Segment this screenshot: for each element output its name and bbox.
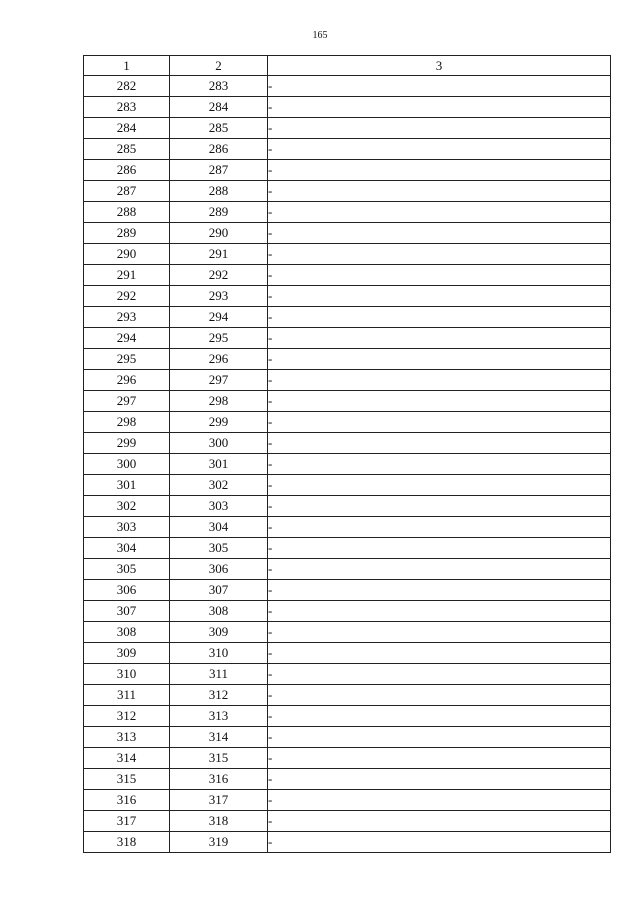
table-row bbox=[84, 244, 611, 265]
table-cell-col-2: 303 bbox=[170, 496, 268, 517]
table-cell-col-3: - bbox=[268, 832, 611, 853]
table-cell-col-3: - bbox=[268, 748, 611, 769]
table-row bbox=[84, 664, 611, 685]
table-cell-col-3: - bbox=[268, 160, 611, 181]
table-cell-col-3: - bbox=[268, 181, 611, 202]
table-cell-col-3: - bbox=[268, 475, 611, 496]
table-row bbox=[84, 139, 611, 160]
table-row bbox=[84, 97, 611, 118]
table-cell-col-2: 309 bbox=[170, 622, 268, 643]
table-row bbox=[84, 748, 611, 769]
table-cell-col-1: 309 bbox=[84, 643, 170, 664]
table-row bbox=[84, 832, 611, 853]
table-cell-col-1: 294 bbox=[84, 328, 170, 349]
table-cell-col-1: 284 bbox=[84, 118, 170, 139]
table-cell-col-2: 293 bbox=[170, 286, 268, 307]
table-cell-col-2: 308 bbox=[170, 601, 268, 622]
table-row bbox=[84, 622, 611, 643]
table-cell-col-3: - bbox=[268, 328, 611, 349]
table-row bbox=[84, 580, 611, 601]
table-cell-col-3: - bbox=[268, 580, 611, 601]
table-cell-col-1: 318 bbox=[84, 832, 170, 853]
table-cell-col-3: - bbox=[268, 559, 611, 580]
table-row bbox=[84, 265, 611, 286]
table-cell-col-2: 304 bbox=[170, 517, 268, 538]
table-cell-col-2: 301 bbox=[170, 454, 268, 475]
table-cell-col-2: 311 bbox=[170, 664, 268, 685]
table-cell-col-1: 316 bbox=[84, 790, 170, 811]
table-cell-col-3: - bbox=[268, 202, 611, 223]
table-cell-col-2: 307 bbox=[170, 580, 268, 601]
data-table bbox=[83, 55, 611, 853]
table-row bbox=[84, 349, 611, 370]
table-cell-col-1: 313 bbox=[84, 727, 170, 748]
table-cell-col-2: 290 bbox=[170, 223, 268, 244]
table-cell-col-3: - bbox=[268, 307, 611, 328]
table-cell-col-2: 284 bbox=[170, 97, 268, 118]
table-cell-col-1: 304 bbox=[84, 538, 170, 559]
table-cell-col-3: - bbox=[268, 370, 611, 391]
table-cell-col-3: - bbox=[268, 790, 611, 811]
table-cell-col-3: - bbox=[268, 76, 611, 97]
table-cell-col-1: 314 bbox=[84, 748, 170, 769]
table-cell-col-2: 319 bbox=[170, 832, 268, 853]
table-cell-col-3: - bbox=[268, 769, 611, 790]
table-cell-col-3: - bbox=[268, 118, 611, 139]
table-cell-col-1: 297 bbox=[84, 391, 170, 412]
table-cell-col-2: 299 bbox=[170, 412, 268, 433]
table-cell-col-1: 307 bbox=[84, 601, 170, 622]
table-row bbox=[84, 769, 611, 790]
table-cell-col-2: 317 bbox=[170, 790, 268, 811]
table-row bbox=[84, 475, 611, 496]
table-row bbox=[84, 643, 611, 664]
table-cell-col-2: 288 bbox=[170, 181, 268, 202]
table-row bbox=[84, 727, 611, 748]
table-cell-col-2: 310 bbox=[170, 643, 268, 664]
table-header bbox=[84, 56, 611, 76]
table-cell-col-1: 317 bbox=[84, 811, 170, 832]
table-row bbox=[84, 433, 611, 454]
table-cell-col-2: 318 bbox=[170, 811, 268, 832]
table-cell-col-2: 300 bbox=[170, 433, 268, 454]
table-cell-col-3: - bbox=[268, 538, 611, 559]
table-cell-col-2: 287 bbox=[170, 160, 268, 181]
table-cell-col-1: 287 bbox=[84, 181, 170, 202]
table-cell-col-1: 311 bbox=[84, 685, 170, 706]
table-cell-col-3: - bbox=[268, 223, 611, 244]
table-row bbox=[84, 328, 611, 349]
table-row bbox=[84, 538, 611, 559]
column-header-3: 3 bbox=[268, 56, 611, 76]
table-cell-col-3: - bbox=[268, 601, 611, 622]
table-row bbox=[84, 118, 611, 139]
table-cell-col-2: 297 bbox=[170, 370, 268, 391]
table-cell-col-1: 299 bbox=[84, 433, 170, 454]
table-cell-col-1: 301 bbox=[84, 475, 170, 496]
table-cell-col-3: - bbox=[268, 286, 611, 307]
table-cell-col-3: - bbox=[268, 244, 611, 265]
table-cell-col-2: 294 bbox=[170, 307, 268, 328]
table-cell-col-3: - bbox=[268, 811, 611, 832]
table-cell-col-1: 295 bbox=[84, 349, 170, 370]
table-row bbox=[84, 286, 611, 307]
column-header-1: 1 bbox=[84, 56, 170, 76]
table-cell-col-3: - bbox=[268, 349, 611, 370]
table-cell-col-1: 306 bbox=[84, 580, 170, 601]
table-cell-col-3: - bbox=[268, 643, 611, 664]
column-header-2: 2 bbox=[170, 56, 268, 76]
table-cell-col-3: - bbox=[268, 412, 611, 433]
table-cell-col-1: 285 bbox=[84, 139, 170, 160]
table-cell-col-1: 282 bbox=[84, 76, 170, 97]
table-cell-col-1: 303 bbox=[84, 517, 170, 538]
table-cell-col-1: 305 bbox=[84, 559, 170, 580]
table-cell-col-3: - bbox=[268, 622, 611, 643]
table-row bbox=[84, 790, 611, 811]
table-cell-col-1: 292 bbox=[84, 286, 170, 307]
table-cell-col-1: 296 bbox=[84, 370, 170, 391]
table-row bbox=[84, 559, 611, 580]
table-cell-col-1: 315 bbox=[84, 769, 170, 790]
table-cell-col-1: 298 bbox=[84, 412, 170, 433]
table-row bbox=[84, 685, 611, 706]
table-cell-col-1: 302 bbox=[84, 496, 170, 517]
table-row bbox=[84, 391, 611, 412]
table-cell-col-2: 315 bbox=[170, 748, 268, 769]
table-cell-col-2: 298 bbox=[170, 391, 268, 412]
table-cell-col-3: - bbox=[268, 727, 611, 748]
page-number: 165 bbox=[312, 30, 328, 41]
table-cell-col-2: 306 bbox=[170, 559, 268, 580]
table-cell-col-3: - bbox=[268, 517, 611, 538]
table-cell-col-3: - bbox=[268, 685, 611, 706]
table-cell-col-3: - bbox=[268, 664, 611, 685]
table-cell-col-2: 285 bbox=[170, 118, 268, 139]
table-row bbox=[84, 160, 611, 181]
table-row bbox=[84, 307, 611, 328]
table-cell-col-2: 316 bbox=[170, 769, 268, 790]
table-cell-col-1: 283 bbox=[84, 97, 170, 118]
table-cell-col-2: 305 bbox=[170, 538, 268, 559]
table-row bbox=[84, 496, 611, 517]
table-row bbox=[84, 706, 611, 727]
table-cell-col-3: - bbox=[268, 139, 611, 160]
table-cell-col-1: 291 bbox=[84, 265, 170, 286]
table-cell-col-1: 300 bbox=[84, 454, 170, 475]
table-cell-col-3: - bbox=[268, 454, 611, 475]
table-cell-col-2: 312 bbox=[170, 685, 268, 706]
table-cell-col-1: 288 bbox=[84, 202, 170, 223]
table-row bbox=[84, 223, 611, 244]
table-cell-col-2: 289 bbox=[170, 202, 268, 223]
table-cell-col-1: 308 bbox=[84, 622, 170, 643]
table-cell-col-3: - bbox=[268, 265, 611, 286]
table-row bbox=[84, 202, 611, 223]
table-cell-col-1: 289 bbox=[84, 223, 170, 244]
table-cell-col-1: 286 bbox=[84, 160, 170, 181]
table-cell-col-2: 283 bbox=[170, 76, 268, 97]
table-cell-col-3: - bbox=[268, 391, 611, 412]
table-row bbox=[84, 370, 611, 391]
table-cell-col-2: 292 bbox=[170, 265, 268, 286]
table-row bbox=[84, 76, 611, 97]
table-row bbox=[84, 181, 611, 202]
table-cell-col-1: 310 bbox=[84, 664, 170, 685]
table-cell-col-2: 296 bbox=[170, 349, 268, 370]
table-cell-col-3: - bbox=[268, 97, 611, 118]
table-cell-col-3: - bbox=[268, 496, 611, 517]
table-row bbox=[84, 811, 611, 832]
table-row bbox=[84, 517, 611, 538]
table-cell-col-3: - bbox=[268, 433, 611, 454]
table-cell-col-2: 313 bbox=[170, 706, 268, 727]
table-body bbox=[84, 76, 611, 853]
table-cell-col-2: 291 bbox=[170, 244, 268, 265]
table-cell-col-1: 290 bbox=[84, 244, 170, 265]
header-row bbox=[84, 56, 611, 76]
table-cell-col-2: 295 bbox=[170, 328, 268, 349]
table-cell-col-2: 286 bbox=[170, 139, 268, 160]
table-cell-col-2: 314 bbox=[170, 727, 268, 748]
table-cell-col-1: 312 bbox=[84, 706, 170, 727]
table-cell-col-1: 293 bbox=[84, 307, 170, 328]
table-row bbox=[84, 601, 611, 622]
table-cell-col-3: - bbox=[268, 706, 611, 727]
table-row bbox=[84, 454, 611, 475]
table-cell-col-2: 302 bbox=[170, 475, 268, 496]
table-row bbox=[84, 412, 611, 433]
